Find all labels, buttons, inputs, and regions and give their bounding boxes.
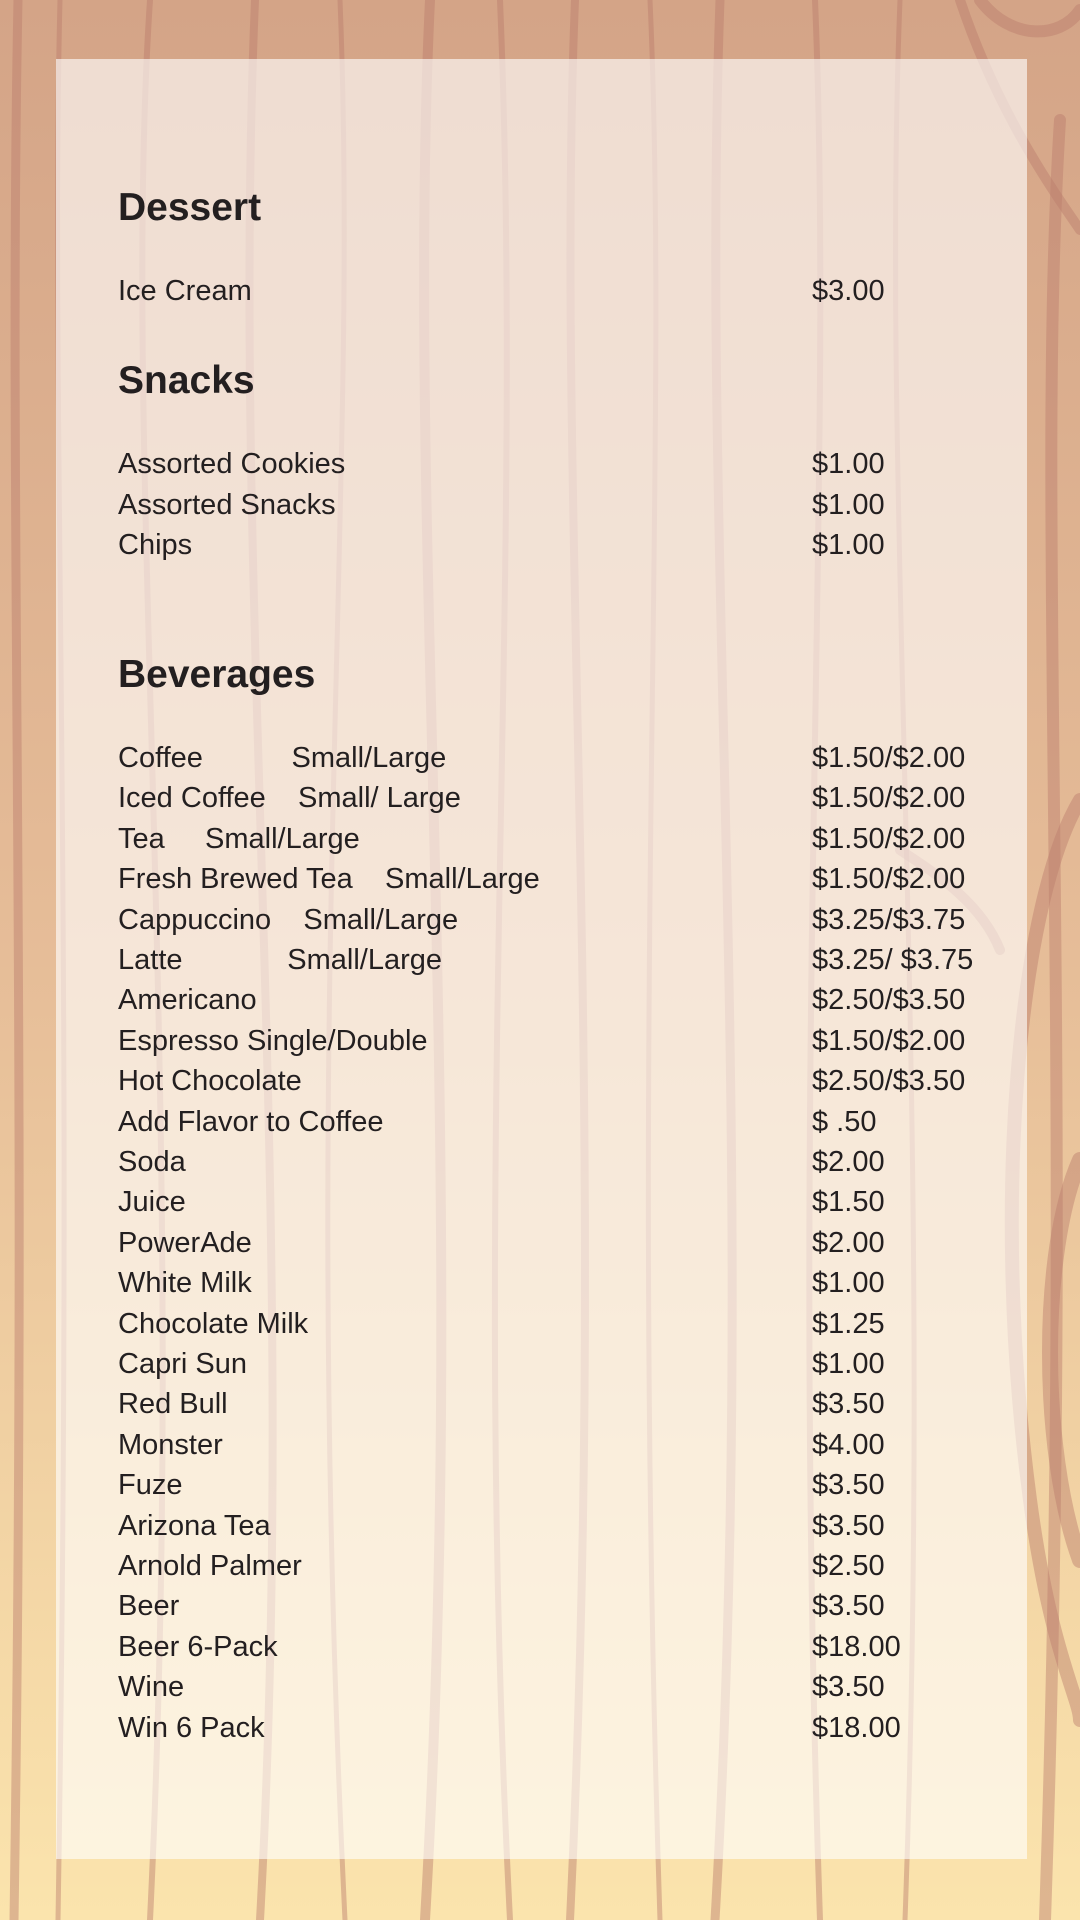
item-name: Latte Small/Large — [118, 944, 442, 976]
menu-item — [118, 1304, 1018, 1344]
item-price: $2.00 — [812, 1226, 885, 1259]
menu-item — [118, 1465, 1018, 1505]
menu-item — [118, 1142, 1018, 1182]
item-price: $1.00 — [812, 529, 885, 561]
item-price: $ .50 — [812, 1105, 877, 1138]
menu-item — [118, 1506, 1018, 1546]
item-name: Juice — [118, 1186, 186, 1219]
item-price: $1.00 — [812, 1348, 885, 1380]
menu-item — [118, 444, 1018, 484]
item-name: Coffee Small/Large — [118, 742, 447, 774]
item-price: $3.50 — [812, 1509, 885, 1542]
item-name: Arnold Palmer — [118, 1550, 302, 1582]
item-name: Fuze — [118, 1469, 183, 1502]
item-name: PowerAde — [118, 1226, 252, 1259]
menu-item — [118, 738, 1018, 778]
menu-item — [118, 271, 1018, 311]
item-name: Monster — [118, 1428, 223, 1461]
item-name: Hot Chocolate — [118, 1065, 302, 1098]
section-title-dessert: Dessert — [118, 186, 262, 229]
item-price: $3.25/ $3.75 — [812, 944, 974, 976]
item-price: $3.50 — [812, 1671, 885, 1704]
item-price: $1.50/$2.00 — [812, 1024, 966, 1057]
item-price: $3.25/$3.75 — [812, 903, 966, 936]
menu-item — [118, 1384, 1018, 1424]
item-name: Cappuccino Small/Large — [118, 903, 459, 936]
section-title-beverages: Beverages — [118, 653, 316, 696]
item-name: Assorted Snacks — [118, 489, 336, 521]
menu-item — [118, 1546, 1018, 1586]
item-name: Espresso Single/Double — [118, 1024, 428, 1057]
item-price: $1.50/$2.00 — [812, 822, 966, 855]
menu-item — [118, 1344, 1018, 1384]
menu-item — [118, 859, 1018, 899]
item-price: $1.00 — [812, 1267, 885, 1300]
menu-item — [118, 1425, 1018, 1465]
item-price: $3.50 — [812, 1469, 885, 1502]
item-name: Win 6 Pack — [118, 1711, 265, 1744]
item-price: $2.00 — [812, 1146, 885, 1178]
menu-item — [118, 1182, 1018, 1222]
item-name: Arizona Tea — [118, 1509, 271, 1542]
item-name: Red Bull — [118, 1388, 228, 1421]
item-price: $3.50 — [812, 1388, 885, 1421]
item-price: $2.50/$3.50 — [812, 984, 966, 1017]
item-name: Soda — [118, 1146, 186, 1178]
menu-item — [118, 980, 1018, 1020]
item-price: $3.00 — [812, 275, 885, 307]
menu-item — [118, 819, 1018, 859]
item-price: $1.50/$2.00 — [812, 782, 966, 815]
item-price: $18.00 — [812, 1630, 901, 1663]
item-name: Capri Sun — [118, 1348, 247, 1380]
item-name: Fresh Brewed Tea Small/Large — [118, 863, 540, 896]
item-name: Assorted Cookies — [118, 448, 346, 480]
item-price: $2.50 — [812, 1550, 885, 1582]
menu-item — [118, 1223, 1018, 1263]
item-name: Iced Coffee Small/ Large — [118, 782, 461, 815]
menu-item — [118, 1061, 1018, 1101]
section-title-snacks: Snacks — [118, 359, 255, 402]
menu-item — [118, 1708, 1018, 1748]
item-name: Wine — [118, 1671, 185, 1704]
item-price: $1.50/$2.00 — [812, 742, 966, 774]
menu-item — [118, 485, 1018, 525]
menu-item — [118, 1627, 1018, 1667]
item-price: $18.00 — [812, 1711, 901, 1744]
item-name: Beer 6-Pack — [118, 1630, 278, 1663]
item-name: White Milk — [118, 1267, 252, 1300]
menu-item — [118, 1102, 1018, 1142]
menu-item — [118, 1021, 1018, 1061]
menu-item — [118, 778, 1018, 818]
item-name: Chips — [118, 529, 193, 561]
item-name: Americano — [118, 984, 257, 1017]
item-price: $1.00 — [812, 448, 885, 480]
item-name: Beer — [118, 1590, 180, 1623]
item-price: $1.50 — [812, 1186, 885, 1219]
menu-item — [118, 1667, 1018, 1707]
menu-item — [118, 1263, 1018, 1303]
item-price: $2.50/$3.50 — [812, 1065, 966, 1098]
item-price: $4.00 — [812, 1428, 885, 1461]
item-price: $3.50 — [812, 1590, 885, 1623]
item-name: Chocolate Milk — [118, 1307, 309, 1340]
item-price: $1.25 — [812, 1307, 885, 1340]
item-price: $1.00 — [812, 489, 885, 521]
menu-item — [118, 900, 1018, 940]
item-name: Ice Cream — [118, 275, 252, 307]
item-name: Add Flavor to Coffee — [118, 1105, 384, 1138]
item-price: $1.50/$2.00 — [812, 863, 966, 896]
menu-item — [118, 940, 1018, 980]
item-name: Tea Small/Large — [118, 822, 360, 855]
menu-item — [118, 1586, 1018, 1626]
menu-item — [118, 525, 1018, 565]
